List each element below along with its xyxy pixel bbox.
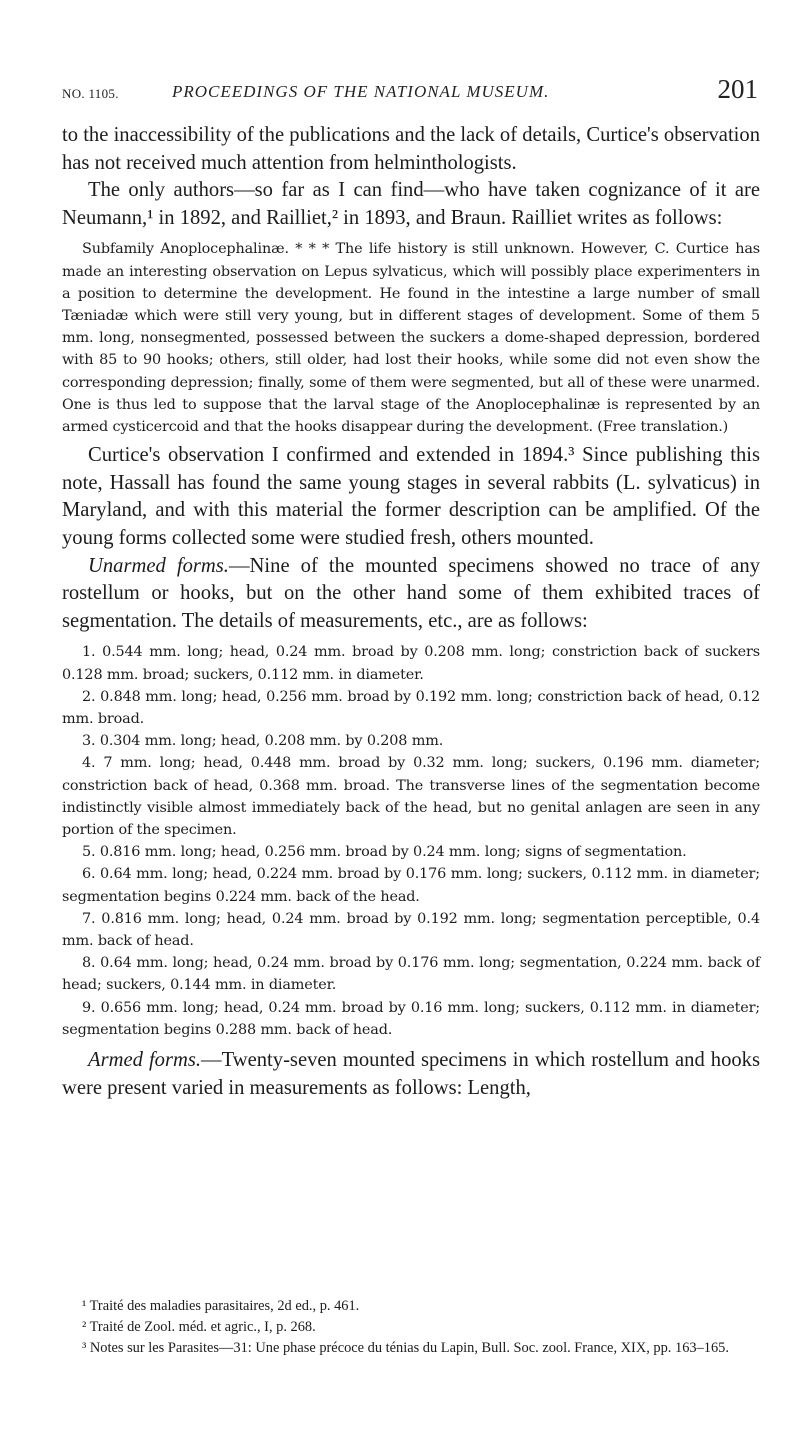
issue-number: NO. 1105. xyxy=(62,86,119,101)
armed-text: —Twenty-seven mounted specimens in which rostellum and hooks were present varied in measurements as follows: Length, xyxy=(62,1049,760,1099)
measurement-item: 3. 0.304 mm. long; head, 0.208 mm. by 0.208 mm. xyxy=(82,733,444,750)
measurement-item: 1. 0.544 mm. long; head, 0.24 mm. broad by 0.208 mm. long; constriction back of suckers 0.128 mm. broad; suckers, 0.112 mm. in diameter. xyxy=(62,644,760,683)
article-body xyxy=(62,122,760,1102)
page-number: 201 xyxy=(717,74,758,104)
unarmed-heading: Unarmed forms. xyxy=(88,554,229,577)
railliet-quote: Subfamily Anoplocephalinæ. * * * The life history is still unknown. However, C. Curtice has made an interesting observation on Lepus sylvaticus, which will possibly place experimenters in a position to determine the development. He found in the intestine a large number of small Tæniadæ which were still very young, but in different stages of development. Some of them 5 mm. long, nonsegmented, possessed between the suckers a dome-shaped depression, bordered with 85 to 90 hooks; others, still older, had lost their hooks, while some did not even show the corresponding depression; finally, some of them were segmented, but all of these were unarmed. One is thus led to suppose that the larval stage of the Anoplocephalinæ is represented by an armed cysticercoid and that the hooks disappear during the development. (Free translation.) xyxy=(62,241,760,435)
footnote-3: ³ Notes sur les Parasites—31: Une phase précoce du ténias du Lapin, Bull. Soc. zool. France, XIX, pp. 163–165. xyxy=(82,1340,729,1356)
paragraph-armed xyxy=(62,1047,760,1102)
measurement-item: 5. 0.816 mm. long; head, 0.256 mm. broad by 0.24 mm. long; signs of segmentation. xyxy=(82,844,687,861)
armed-heading: Armed forms. xyxy=(88,1049,202,1072)
unarmed-text: —Nine of the mounted specimens showed no trace of any rostellum or hooks, but on the other hand some of them exhibited traces of segmentation. The details of measurements, etc., are as follows: xyxy=(62,554,760,632)
footnote-2: ² Traité de Zool. méd. et agric., I, p. 268. xyxy=(82,1319,316,1335)
measurement-item: 6. 0.64 mm. long; head, 0.224 mm. broad by 0.176 mm. long; suckers, 0.112 mm. in diameter; segmentation begins 0.224 mm. back of the head. xyxy=(62,866,760,905)
paragraph-continuation: to the inaccessibility of the publications and the lack of details, Curtice's observation has not received much attention from helminthologists. xyxy=(62,124,760,174)
footnote-1: ¹ Traité des maladies parasitaires, 2d ed., p. 461. xyxy=(82,1298,360,1314)
footnotes xyxy=(62,1296,760,1359)
paragraph-unarmed xyxy=(62,553,760,636)
measurement-item: 7. 0.816 mm. long; head, 0.24 mm. broad by 0.192 mm. long; segmentation perceptible, 0.4 mm. back of head. xyxy=(62,910,760,949)
measurement-item: 2. 0.848 mm. long; head, 0.256 mm. broad by 0.192 mm. long; constriction back of head, 0.12 mm. broad. xyxy=(62,688,760,727)
journal-title: PROCEEDINGS OF THE NATIONAL MUSEUM. xyxy=(172,82,550,101)
paragraph-authors: The only authors—so far as I can find—who have taken cognizance of it are Neumann,¹ in 1892, and Railliet,² in 1893, and Braun. Railliet writes as follows: xyxy=(62,179,760,229)
paragraph-curtice: Curtice's observation I confirmed and extended in 1894.³ Since publishing this note, Hassall has found the same young stages in several rabbits (L. sylvaticus) in Maryland, and with this material the former description can be amplified. Of the young forms collected some were studied fresh, others mounted. xyxy=(62,444,760,549)
running-header xyxy=(62,74,758,114)
measurement-item: 8. 0.64 mm. long; head, 0.24 mm. broad by 0.176 mm. long; segmentation, 0.224 mm. back of head; suckers, 0.144 mm. in diameter. xyxy=(62,955,760,994)
measurement-list xyxy=(62,641,760,1041)
measurement-item: 4. 7 mm. long; head, 0.448 mm. broad by 0.32 mm. long; suckers, 0.196 mm. diameter; constriction back of head, 0.368 mm. broad. The transverse lines of the segmentation become indistinctly visible almost immediately back of the head, but no genital anlagen are seen in any portion of the specimen. xyxy=(62,755,760,838)
measurement-item: 9. 0.656 mm. long; head, 0.24 mm. broad by 0.16 mm. long; suckers, 0.112 mm. in diameter; segmentation begins 0.288 mm. back of head. xyxy=(62,999,760,1038)
